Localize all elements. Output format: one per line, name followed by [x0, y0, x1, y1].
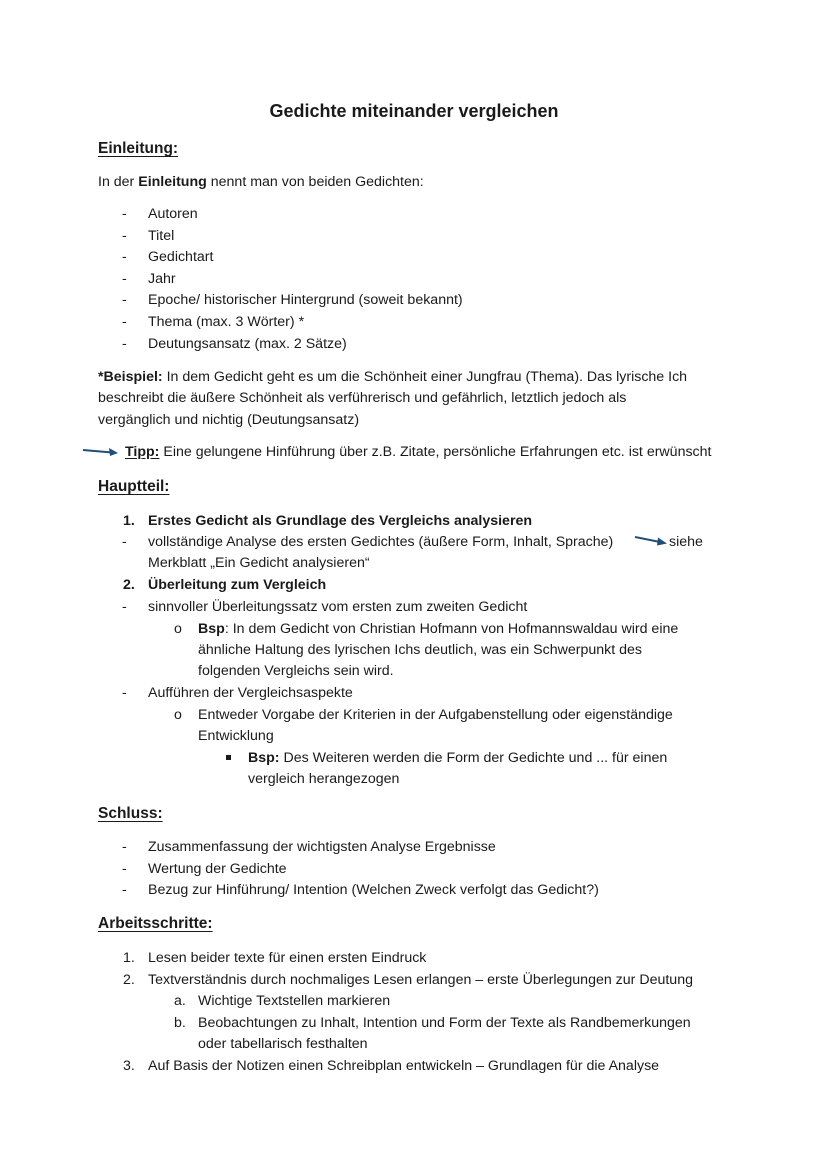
example-line: Bsp: In dem Gedicht von Christian Hofmann von Hofmannswaldau wird eine: [198, 621, 679, 637]
step-title: Erstes Gedicht als Grundlage des Vergleichs analysieren: [148, 513, 533, 529]
list-bullet: -: [122, 685, 127, 701]
list-bullet: -: [122, 882, 127, 898]
arrow-right-icon: [634, 535, 670, 549]
step-number: 1.: [123, 950, 135, 966]
heading-schluss: Schluss:: [98, 805, 163, 822]
list-item: Autoren: [148, 206, 198, 222]
einleitung-intro: In der Einleitung nennt man von beiden Gedichten:: [98, 174, 424, 190]
list-item: Gedichtart: [148, 249, 214, 265]
sub-step-text: Beobachtungen zu Inhalt, Intention und Form der Texte als Randbemerkungen: [198, 1015, 691, 1031]
example-line: folgenden Vergleichs sein wird.: [198, 663, 394, 679]
step-detail: Merkblatt „Ein Gedicht analysieren“: [148, 555, 370, 571]
list-item: Wertung der Gedichte: [148, 861, 287, 877]
list-bullet: -: [122, 336, 127, 352]
list-bullet: -: [122, 534, 127, 550]
sub-step-label: b.: [174, 1015, 186, 1031]
list-bullet-circle: o: [174, 621, 182, 637]
list-item: Titel: [148, 228, 175, 244]
heading-hauptteil: Hauptteil:: [98, 478, 170, 495]
sub-step-text: Wichtige Textstellen markieren: [198, 993, 391, 1009]
step-text: Lesen beider texte für einen ersten Eindruck: [148, 950, 427, 966]
list-bullet: -: [122, 861, 127, 877]
square-bullet-icon: [226, 755, 231, 760]
example-line: *Beispiel: In dem Gedicht geht es um die Schönheit einer Jungfrau (Thema). Das lyrische Ich: [98, 369, 688, 385]
page-title: Gedichte miteinander vergleichen: [269, 101, 559, 121]
list-bullet: -: [122, 271, 127, 287]
list-bullet: -: [122, 228, 127, 244]
example-line: ähnliche Haltung des lyrischen Ichs deutlich, was ein Schwerpunkt des: [198, 642, 642, 658]
list-item: Epoche/ historischer Hintergrund (soweit bekannt): [148, 292, 463, 308]
step-detail: sinnvoller Überleitungssatz vom ersten zum zweiten Gedicht: [148, 599, 528, 615]
example-line: vergänglich und nichtig (Deutungsansatz): [98, 412, 360, 428]
example-line: Bsp: Des Weiteren werden die Form der Gedichte und ... für einen: [248, 750, 668, 766]
list-bullet: -: [122, 206, 127, 222]
list-item: Deutungsansatz (max. 2 Sätze): [148, 336, 347, 352]
step-detail: Aufführen der Vergleichsaspekte: [148, 685, 353, 701]
list-bullet: -: [122, 839, 127, 855]
list-item: Thema (max. 3 Wörter) *: [148, 314, 305, 330]
list-bullet: -: [122, 292, 127, 308]
heading-einleitung: Einleitung:: [98, 140, 179, 157]
list-bullet: -: [122, 599, 127, 615]
sub-step-text: oder tabellarisch festhalten: [198, 1036, 368, 1052]
step-detail: vollständige Analyse des ersten Gedichtes (äußere Form, Inhalt, Sprache): [148, 534, 614, 550]
step-title: Überleitung zum Vergleich: [148, 577, 327, 593]
list-item: Zusammenfassung der wichtigsten Analyse Ergebnisse: [148, 839, 496, 855]
step-number: 2.: [123, 972, 135, 988]
aspect-line: Entweder Vorgabe der Kriterien in der Aufgabenstellung oder eigenständige: [198, 707, 673, 723]
step-text: Auf Basis der Notizen einen Schreibplan entwickeln – Grundlagen für die Analyse: [148, 1058, 660, 1074]
example-line: beschreibt die äußere Schönheit als verführerisch und gefährlich, letztlich jedoch als: [98, 390, 627, 406]
list-bullet-circle: o: [174, 707, 182, 723]
heading-arbeitsschritte: Arbeitsschritte:: [98, 915, 213, 932]
arrow-right-icon: [82, 444, 120, 458]
step-text: Textverständnis durch nochmaliges Lesen erlangen – erste Überlegungen zur Deutung: [148, 972, 693, 988]
example-line: vergleich herangezogen: [248, 771, 400, 787]
aspect-line: Entwicklung: [198, 728, 274, 744]
tipp-line: Tipp: Eine gelungene Hinführung über z.B. Zitate, persönliche Erfahrungen etc. ist erwünscht: [125, 444, 712, 460]
step-number: 1.: [123, 513, 135, 529]
list-item: Jahr: [148, 271, 176, 287]
siehe-label: siehe: [669, 534, 703, 550]
list-bullet: -: [122, 249, 127, 265]
step-number: 3.: [123, 1058, 135, 1074]
step-number: 2.: [123, 577, 135, 593]
sub-step-label: a.: [174, 993, 186, 1009]
list-bullet: -: [122, 314, 127, 330]
list-item: Bezug zur Hinführung/ Intention (Welchen Zweck verfolgt das Gedicht?): [148, 882, 599, 898]
